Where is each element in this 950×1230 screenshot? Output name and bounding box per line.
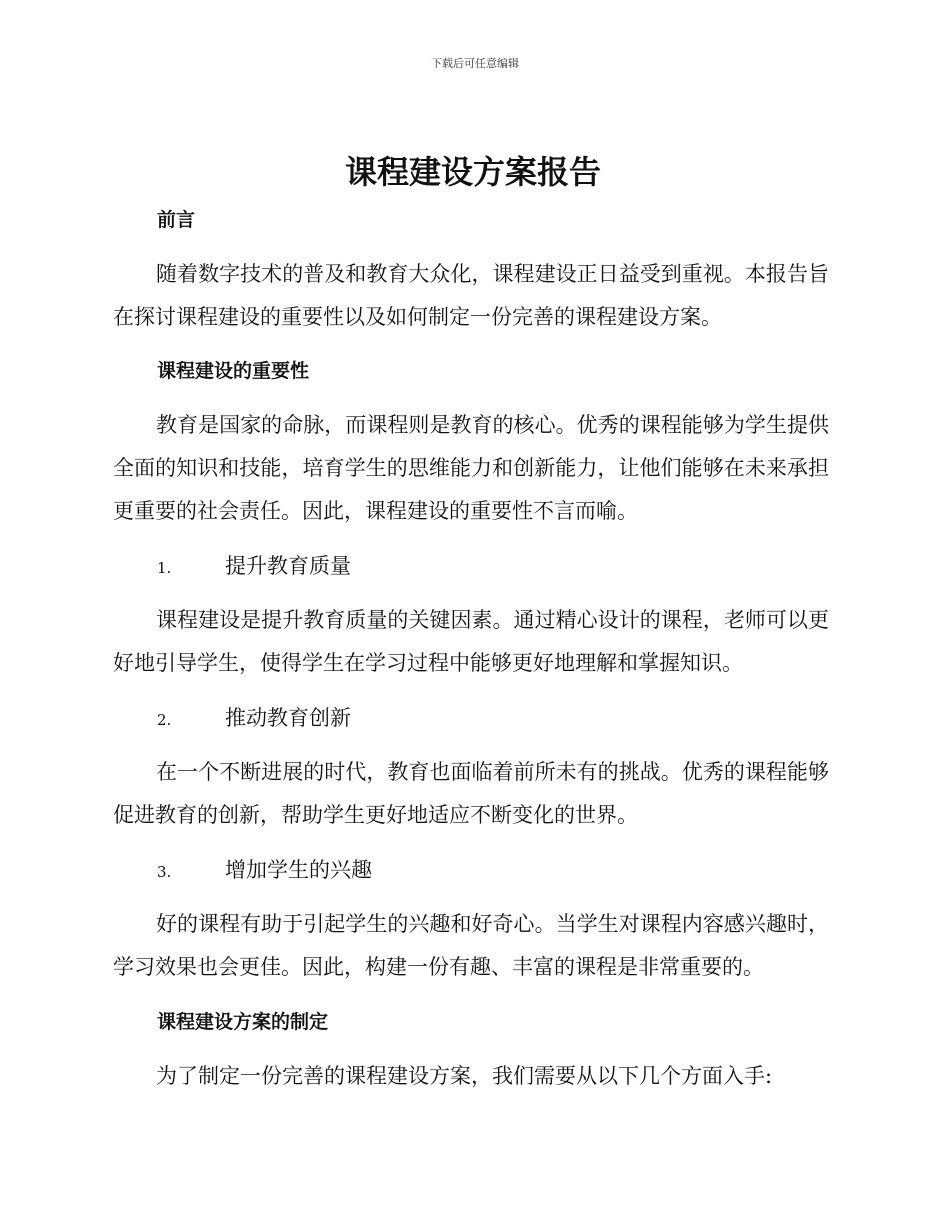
paragraph-importance: 教育是国家的命脉，而课程则是教育的核心。优秀的课程能够为学生提供全面的知识和技能，培育学生的思维能力和创新能力，让他们能够在未来承担更重要的社会责任。因此，课程建设的重要性不言而喻。 <box>113 413 829 523</box>
paragraph-item-2: 在一个不断进展的时代，教育也面临着前所未有的挑战。优秀的课程能够促进教育的创新，帮助学生更好地适应不断变化的世界。 <box>113 760 829 827</box>
list-item-title: 推动教育创新 <box>225 706 351 730</box>
section-heading-importance: 课程建设的重要性 <box>157 360 310 382</box>
list-item-title: 提升教育质量 <box>225 554 351 578</box>
list-item-number: 2. <box>157 711 172 729</box>
paragraph-formulation: 为了制定一份完善的课程建设方案，我们需要从以下几个方面入手: <box>156 1064 773 1088</box>
page-header-note: 下载后可任意编辑 <box>431 57 519 70</box>
list-item-number: 3. <box>157 863 172 881</box>
paragraph-preface: 随着数字技术的普及和教育大众化，课程建设正日益受到重视。本报告旨在探讨课程建设的重要性以及如何制定一份完善的课程建设方案。 <box>113 262 829 329</box>
section-heading-preface: 前言 <box>157 209 196 231</box>
document-title: 课程建设方案报告 <box>344 153 601 191</box>
paragraph-item-1: 课程建设是提升教育质量的关键因素。通过精心设计的课程，老师可以更好地引导学生，使得学生在学习过程中能够更好地理解和掌握知识。 <box>113 608 829 675</box>
list-item-3 <box>157 855 372 887</box>
list-item-number: 1. <box>157 559 172 577</box>
list-item-2 <box>157 703 351 735</box>
list-item-title: 增加学生的兴趣 <box>225 858 372 882</box>
paragraph-item-3: 好的课程有助于引起学生的兴趣和好奇心。当学生对课程内容感兴趣时，学习效果也会更佳。因此，构建一份有趣、丰富的课程是非常重要的。 <box>113 912 829 979</box>
section-heading-formulation: 课程建设方案的制定 <box>157 1011 329 1033</box>
list-item-1 <box>157 551 351 583</box>
